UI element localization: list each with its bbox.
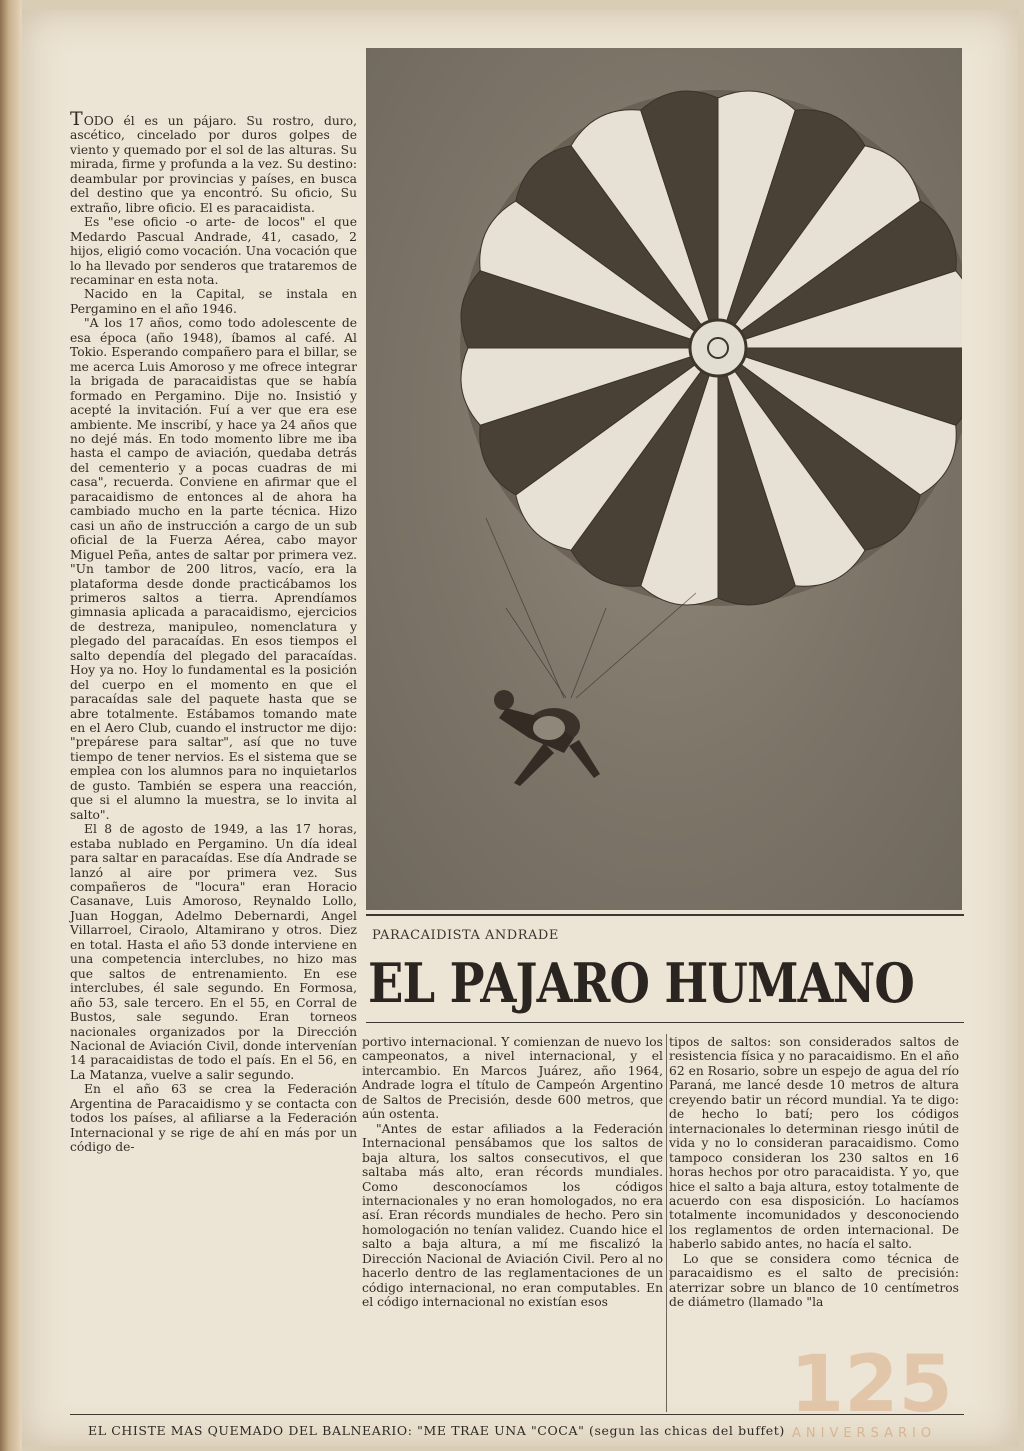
paragraph: "Antes de estar afiliados a la Federación Internacional pensábamos que los saltos de baja altura, los saltos consecutivos, el que saltaba más alto, eran récords mundiales. Como desconocíamos los códigos internacionales y no eran homologados, no era así. Eran récords mundiales de hecho. Pero sin homologación no tenían validez. Cuando hice el salto a baja altura, a mí me fiscalizó la Dirección Nacional de Aviación Civil. Pero al no hacerlo dentro de las reglamentaciones de un código internacional, no eran computables. En el código internacional no existían esos [362, 1121, 663, 1310]
paragraph: Nacido en la Capital, se instala en Pergamino en el año 1946. [70, 287, 357, 316]
article-headline: EL PAJARO HUMANO [368, 951, 914, 1015]
column-divider [666, 1034, 667, 1412]
paragraph: En el año 63 se crea la Federación Argentina de Paracaidismo y se contacta con todos los países, al afiliarse a la Federación Internacional y se rige de ahí en más por un código de- [70, 1082, 357, 1155]
paragraph: "A los 17 años, como todo adolescente de esa época (año 1948), íbamos al café. Al Tokio. Esperando compañero para el billar, se me acerca Luis Amoroso y me ofrece integrar la brigada de paracaidistas que se había formado en Pergamino. Dije no. Insistió y acepté la invitación. Fuí a ver que era ese ambiente. Me inscribí, y hace ya 24 años que no dejé más. En todo momento libre me iba hasta el campo de aviación, quedaba detrás del cementerio y a pocas cuadras de mi casa", recuerda. Conviene en afirmar que el paracaidismo de entonces al de ahora ha cambiado mucho en la parte técnica. Hizo casi un año de instrucción a cargo de un sub oficial de la Fuerza Aérea, cabo mayor Miguel Peña, antes de saltar por primera vez. "Un tambor de 200 litros, vacío, era la plataforma desde donde practicábamos los primeros saltos a tierra. Aprendíamos gimnasia aplicada a paracaidismo, ejercicios de destreza, manipuleo, nomenclatura y plegado del paracaídas. En esos tiempos el salto dependía del plegado del paracaídas. Hoy ya no. Hoy lo fundamental es la posición del cuerpo en el momento en que el paracaídas sale del paquete hasta que se abre totalmente. Estábamos tomando mate en el Aero Club, cuando el instructor me dijo: "prepárese para saltar", así que no tuve tiempo de tener nervios. Es el sistema que se emplea con los alumnos para no inquietarlos de gusto. También se espera una reacción, que si el alumno la muestra, se lo invita al salto". [70, 316, 357, 822]
paragraph: portivo internacional. Y comienzan de nuevo los campeonatos, a nivel internacional, y el intercambio. En Marcos Juárez, año 1964, Andrade logra el título de Campeón Argentino de Saltos de Precisión, desde 600 metros, que aún ostenta. [362, 1035, 663, 1122]
paragraph-text: ODO él es un pájaro. Su rostro, duro, ascético, cincelado por duros golpes de viento y quemado por el sol de las alturas. Su mirada, firme y profunda a la vez. Su destino: deambular por provincias y países, en busca del destino que ya encontró. Su oficio, Su extraño, libre oficio. El es paracaidista. [70, 114, 357, 215]
parachute-photo [366, 48, 962, 910]
article-column-2 [362, 1035, 663, 1310]
watermark-word: ANIVERSARIO [792, 1426, 937, 1441]
paragraph: tipos de saltos: son considerados saltos de resistencia física y no paracaidismo. En el año 62 en Rosario, sobre un espejo de agua del río Paraná, me lancé desde 10 metros de altura creyendo batir un récord mundial. Ya te digo: de hecho lo batí; pero los códigos internacionales lo determinan riesgo inútil de vida y no lo consideran paracaidismo. Como tampoco consideran los 230 saltos en 16 horas hechos por otro paracaidista. Y yo, que hice el salto a baja altura, estoy totalmente de acuerdo con esa disposición. Lo hacíamos totalmente incomunidados y desconociendo los reglamentos de orden internacional. De haberlo sabido antes, no hacía el salto. [669, 1035, 959, 1252]
page-footer: EL CHISTE MAS QUEMADO DEL BALNEARIO: "ME TRAE UNA "COCA" (segun las chicas del buffet) [88, 1423, 785, 1438]
article-column-3 [669, 1035, 959, 1310]
drop-cap: T [70, 108, 84, 130]
paragraph: Es "ese oficio -o arte- de locos" el que Medardo Pascual Andrade, 41, casado, 2 hijos, eligió como vocación. Una vocación que lo ha llevado por senderos que trataremos de recaminar en esta nota. [70, 215, 357, 287]
article-kicker: PARACAIDISTA ANDRADE [372, 928, 559, 943]
paragraph: El 8 de agosto de 1949, a las 17 horas, estaba nublado en Pergamino. Un día ideal para saltar en paracaídas. Ese día Andrade se lanzó al aire por primera vez. Sus compañeros de "locura" eran Horacio Casanave, Luis Amoroso, Reynaldo Lollo, Juan Hoggan, Adelmo Debernardi, Angel Villarroel, Ciraolo, Altamirano y otros. Diez en total. Hasta el año 53 donde interviene en una competencia interclubes, no hizo mas que saltos de entrenamiento. En ese interclubes, él sale segundo. En Formosa, año 53, sale tercero. En el 55, en Corral de Bustos, sale segundo. Eran torneos nacionales organizados por la Dirección Nacional de Aviación Civil, donde intervenían 14 paracaidistas de todo el país. En el 56, en La Matanza, vuelve a salir segundo. [70, 822, 358, 1082]
parachute-canopy [460, 90, 962, 606]
article-column-1 [70, 108, 358, 1155]
paragraph [70, 108, 357, 215]
headline-bottom-rule [366, 1022, 964, 1023]
watermark-number: 125 [790, 1340, 953, 1430]
parachutist-figure [494, 690, 600, 786]
page-spine [0, 0, 22, 1451]
parachute-illustration [366, 48, 962, 910]
paragraph: Lo que se considera como técnica de paracaidismo es el salto de precisión: aterrizar sobre un blanco de 10 centímetros de diámetro (llamado "la [669, 1251, 959, 1310]
footer-rule [70, 1414, 964, 1415]
headline-top-rule [366, 914, 964, 916]
